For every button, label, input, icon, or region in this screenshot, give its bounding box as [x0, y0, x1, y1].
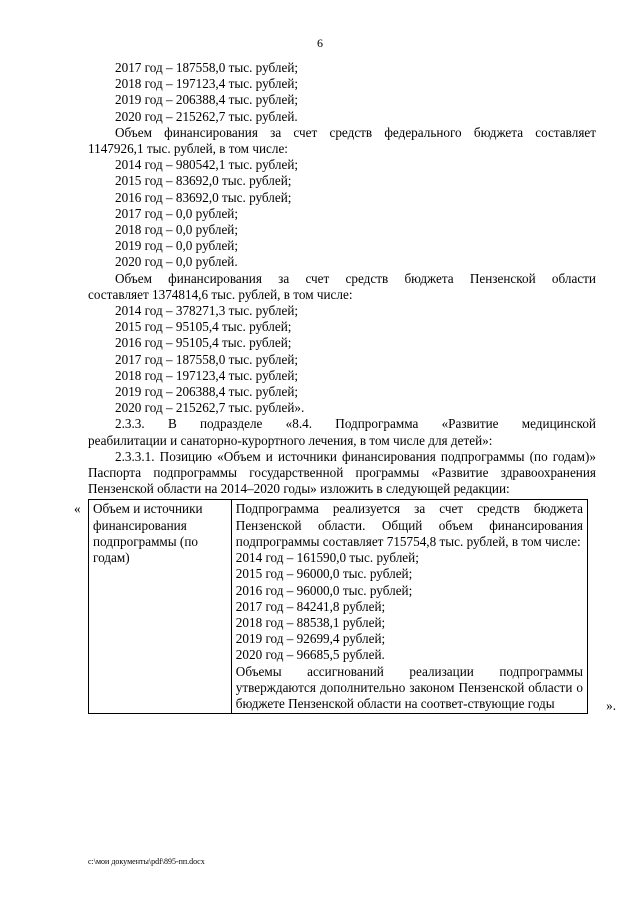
list-item: 2020 год – 215262,7 тыс. рублей.	[115, 108, 298, 124]
list-item: 2016 год – 96000,0 тыс. рублей;	[235, 582, 413, 598]
list-item: 2014 год – 378271,3 тыс. рублей;	[115, 303, 299, 319]
list-item: 2019 год – 206388,4 тыс. рублей;	[115, 384, 299, 400]
list-item: 2017 год – 84241,8 рублей;	[235, 598, 386, 614]
regional-intro-line2: составляет 1374814,6 тыс. рублей, в том числе:	[88, 286, 353, 302]
footer-file-path: c:\мои документы\pdf\895-пп.docx	[88, 857, 205, 866]
year-list-regional-continued	[88, 60, 596, 125]
list-item: 2014 год – 161590,0 тыс. рублей;	[235, 550, 419, 566]
list-item: 2020 год – 96685,5 рублей.	[235, 647, 385, 663]
list-item: 2014 год – 980542,1 тыс. рублей;	[115, 157, 299, 173]
clause-2-3-3-line1: 2.3.3. В подразделе «8.4. Подпрограмма «Развитие медицинской	[115, 416, 596, 432]
list-item: 2016 год – 83692,0 тыс. рублей;	[115, 189, 292, 205]
table-label-text: Объем и источники финансирования подпрограммы (по годам)	[93, 501, 203, 566]
year-list-regional	[88, 303, 596, 416]
clause-2-3-3-line2: реабилитации и санаторно-курортного лечения, в том числе для детей»:	[88, 432, 493, 448]
document-body	[74, 60, 616, 714]
list-item: 2020 год – 0,0 рублей.	[115, 254, 238, 270]
list-item: 2017 год – 187558,0 тыс. рублей;	[115, 60, 299, 75]
regional-intro-line1: Объем финансирования за счет средств бюджета Пензенской области	[115, 270, 596, 286]
list-item: 2019 год – 206388,4 тыс. рублей;	[115, 92, 299, 108]
passport-table	[88, 499, 588, 714]
quote-close-mark: ».	[606, 697, 616, 713]
list-item: 2017 год – 187558,0 тыс. рублей;	[115, 351, 299, 367]
list-item: 2020 год – 215262,7 тыс. рублей».	[115, 400, 305, 416]
list-item: 2018 год – 88538,1 рублей;	[235, 614, 386, 630]
year-list-federal	[88, 157, 596, 270]
list-item: 2015 год – 95105,4 тыс. рублей;	[115, 319, 292, 335]
table-intro-text: Подпрограмма реализуется за счет средств бюджета Пензенской области. Общий объем финансирования подпрограммы составляет 715754,8 тыс. рублей, в том числе:	[235, 501, 583, 549]
list-item: 2015 год – 83692,0 тыс. рублей;	[115, 173, 292, 189]
table-row	[89, 500, 588, 714]
list-item: 2017 год – 0,0 рублей;	[115, 205, 239, 221]
table-label-cell	[89, 500, 232, 714]
list-item: 2019 год – 0,0 рублей;	[115, 238, 239, 254]
clause-2-3-3-1: 2.3.3.1. Позицию «Объем и источники финансирования подпрограммы (по годам)» Паспорта подпрограммы государственной программы «Развитие здравоохранения Пензенской области на 2014–2020 годы» изложить в следующей редакции:	[88, 448, 596, 497]
table-year-list	[236, 550, 583, 663]
list-item: 2018 год – 197123,4 тыс. рублей;	[115, 76, 299, 92]
quote-open-mark: «	[74, 501, 81, 517]
table-outro-text: Объемы ассигнований реализации подпрограммы утверждаются дополнительно законом Пензенской области о бюджете Пензенской области на соответ-ствующие годы	[235, 663, 583, 711]
passport-table-wrap	[74, 499, 616, 714]
federal-intro-line1: Объем финансирования за счет средств федерального бюджета составляет	[115, 124, 596, 140]
federal-intro-line2: 1147926,1 тыс. рублей, в том числе:	[88, 141, 288, 157]
table-body-cell	[231, 500, 587, 714]
list-item: 2015 год – 96000,0 тыс. рублей;	[235, 566, 413, 582]
list-item: 2018 год – 197123,4 тыс. рублей;	[115, 367, 299, 383]
list-item: 2019 год – 92699,4 рублей;	[235, 631, 386, 647]
page-number: 6	[317, 36, 323, 50]
list-item: 2016 год – 95105,4 тыс. рублей;	[115, 335, 292, 351]
list-item: 2018 год – 0,0 рублей;	[115, 222, 239, 238]
